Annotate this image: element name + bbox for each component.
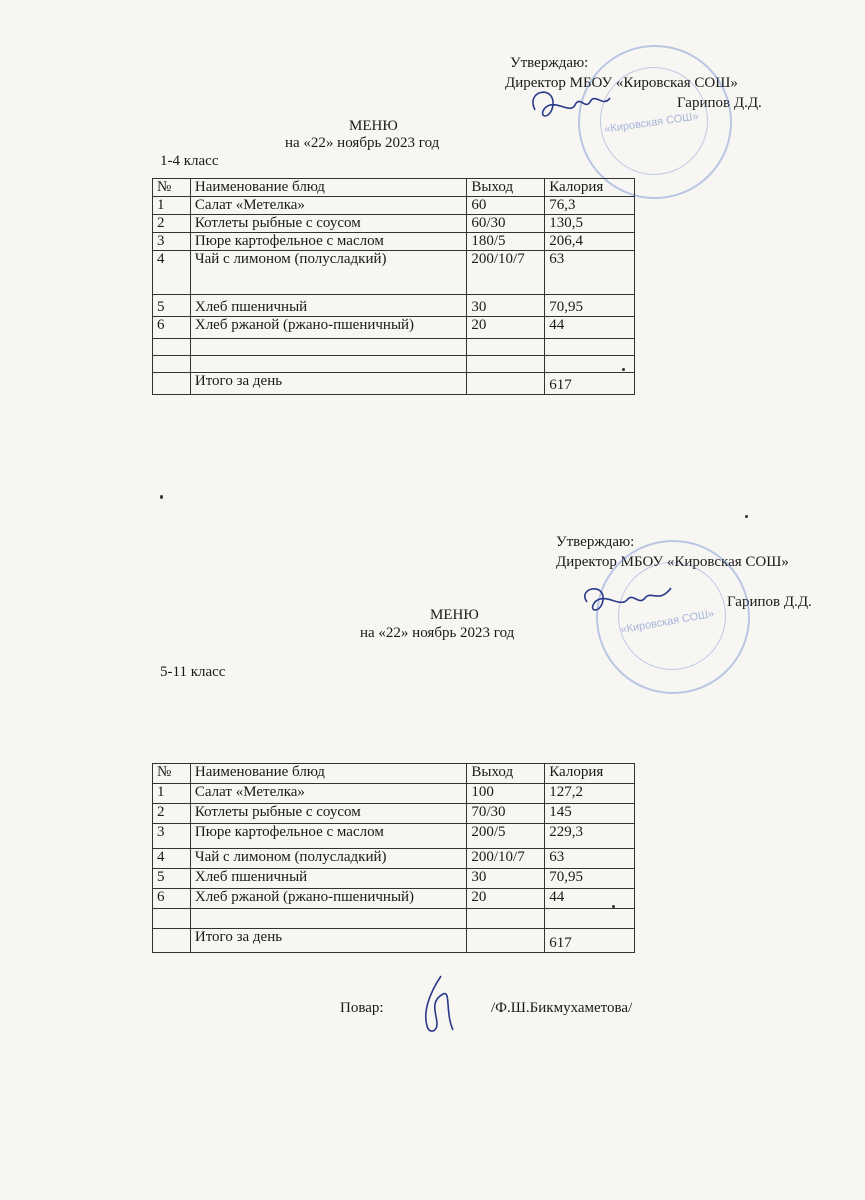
- row-number: 2: [153, 804, 191, 824]
- table-row: [153, 197, 635, 215]
- row-calories: [545, 356, 635, 373]
- total-value: 617: [545, 929, 635, 953]
- table-row-empty: [153, 339, 635, 356]
- row-number: 2: [153, 215, 191, 233]
- row-number: 5: [153, 869, 191, 889]
- scan-speck: [612, 905, 615, 908]
- header-dish-name: Наименование блюд: [190, 764, 467, 784]
- total-output-cell: [467, 373, 545, 395]
- table-row: [153, 233, 635, 251]
- scan-speck: [745, 515, 748, 518]
- row-dish: Чай с лимоном (полусладкий): [190, 849, 467, 869]
- row-calories: 70,95: [545, 869, 635, 889]
- cook-signature: [415, 972, 465, 1042]
- header-calories: Калория: [545, 764, 635, 784]
- total-number-cell: [153, 373, 191, 395]
- row-number: [153, 356, 191, 373]
- table-header: [153, 764, 635, 784]
- header-number: №: [153, 179, 191, 197]
- menu-date-top: на «22» ноябрь 2023 год: [285, 135, 440, 151]
- row-dish: Пюре картофельное с маслом: [190, 233, 467, 251]
- row-dish: Чай с лимоном (полусладкий): [190, 251, 467, 295]
- menu-table-top: [152, 178, 635, 395]
- row-number: [153, 909, 191, 929]
- row-output: 30: [467, 869, 545, 889]
- total-label: Итого за день: [190, 929, 467, 953]
- stamp-text: «Кировская СОШ»: [619, 607, 716, 637]
- row-calories: [545, 909, 635, 929]
- row-output: 30: [467, 295, 545, 317]
- row-number: 4: [153, 251, 191, 295]
- cook-name: /Ф.Ш.Бикмухаметова/: [491, 1000, 633, 1016]
- row-calories: 206,4: [545, 233, 635, 251]
- director-signature-bottom: [575, 580, 675, 620]
- table-row: [153, 889, 635, 909]
- row-output: 60: [467, 197, 545, 215]
- row-dish: Котлеты рыбные с соусом: [190, 804, 467, 824]
- table-row: [153, 295, 635, 317]
- row-dish: Салат «Метелка»: [190, 784, 467, 804]
- table-row: [153, 784, 635, 804]
- row-number: 5: [153, 295, 191, 317]
- header-output: Выход: [467, 179, 545, 197]
- total-label: Итого за день: [190, 373, 467, 395]
- cook-label: Повар:: [340, 1000, 384, 1016]
- row-calories: 44: [545, 317, 635, 339]
- row-output: 70/30: [467, 804, 545, 824]
- menu-table-bottom: [152, 763, 635, 953]
- header-number: №: [153, 764, 191, 784]
- row-calories: 44: [545, 889, 635, 909]
- row-dish: Салат «Метелка»: [190, 197, 467, 215]
- row-dish: Хлеб ржаной (ржано-пшеничный): [190, 317, 467, 339]
- menu-grade-top: 1-4 класс: [160, 153, 219, 169]
- approval-bottom-line3: Гарипов Д.Д.: [727, 594, 812, 610]
- row-calories: 127,2: [545, 784, 635, 804]
- row-number: 1: [153, 197, 191, 215]
- row-output: [467, 356, 545, 373]
- scan-speck: [622, 368, 625, 371]
- row-output: 200/10/7: [467, 251, 545, 295]
- table-row: [153, 251, 635, 295]
- row-number: 4: [153, 849, 191, 869]
- row-output: 60/30: [467, 215, 545, 233]
- row-calories: [545, 339, 635, 356]
- row-output: 180/5: [467, 233, 545, 251]
- row-dish: [190, 909, 467, 929]
- menu-title-top: МЕНЮ: [349, 118, 398, 134]
- approval-top-line1: Утверждаю:: [510, 55, 589, 71]
- row-output: 100: [467, 784, 545, 804]
- row-dish: [190, 356, 467, 373]
- table-total-row: [153, 373, 635, 395]
- menu-title-bottom: МЕНЮ: [430, 607, 479, 623]
- row-output: 20: [467, 317, 545, 339]
- row-calories: 130,5: [545, 215, 635, 233]
- header-output: Выход: [467, 764, 545, 784]
- row-output: [467, 909, 545, 929]
- row-number: [153, 339, 191, 356]
- table-total-row: [153, 929, 635, 953]
- row-number: 3: [153, 824, 191, 849]
- row-output: [467, 339, 545, 356]
- table-row: [153, 869, 635, 889]
- table-row: [153, 824, 635, 849]
- row-dish: Хлеб ржаной (ржано-пшеничный): [190, 889, 467, 909]
- row-dish: Хлеб пшеничный: [190, 869, 467, 889]
- row-output: 200/10/7: [467, 849, 545, 869]
- table-row: [153, 215, 635, 233]
- table-row-empty: [153, 356, 635, 373]
- row-calories: 63: [545, 849, 635, 869]
- table-row: [153, 317, 635, 339]
- row-output: 200/5: [467, 824, 545, 849]
- row-dish: Котлеты рыбные с соусом: [190, 215, 467, 233]
- row-calories: 63: [545, 251, 635, 295]
- table-row: [153, 849, 635, 869]
- row-number: 1: [153, 784, 191, 804]
- menu-grade-bottom: 5-11 класс: [160, 664, 226, 680]
- row-calories: 145: [545, 804, 635, 824]
- scan-speck: [160, 495, 163, 499]
- approval-top-line3: Гарипов Д.Д.: [677, 95, 762, 111]
- row-dish: Пюре картофельное с маслом: [190, 824, 467, 849]
- row-calories: 70,95: [545, 295, 635, 317]
- approval-bottom-line2: Директор МБОУ «Кировская СОШ»: [556, 554, 789, 570]
- row-dish: Хлеб пшеничный: [190, 295, 467, 317]
- stamp-text: «Кировская СОШ»: [603, 110, 700, 136]
- total-number-cell: [153, 929, 191, 953]
- header-calories: Калория: [545, 179, 635, 197]
- row-calories: 229,3: [545, 824, 635, 849]
- row-calories: 76,3: [545, 197, 635, 215]
- row-number: 3: [153, 233, 191, 251]
- header-dish-name: Наименование блюд: [190, 179, 467, 197]
- table-row-empty: [153, 909, 635, 929]
- total-value: 617: [545, 373, 635, 395]
- approval-top-line2: Директор МБОУ «Кировская СОШ»: [505, 75, 738, 91]
- row-number: 6: [153, 317, 191, 339]
- director-signature-top: [525, 80, 615, 130]
- row-dish: [190, 339, 467, 356]
- approval-bottom-line1: Утверждаю:: [556, 534, 635, 550]
- row-output: 20: [467, 889, 545, 909]
- table-header: [153, 179, 635, 197]
- total-output-cell: [467, 929, 545, 953]
- row-number: 6: [153, 889, 191, 909]
- table-row: [153, 804, 635, 824]
- menu-date-bottom: на «22» ноябрь 2023 год: [360, 625, 515, 641]
